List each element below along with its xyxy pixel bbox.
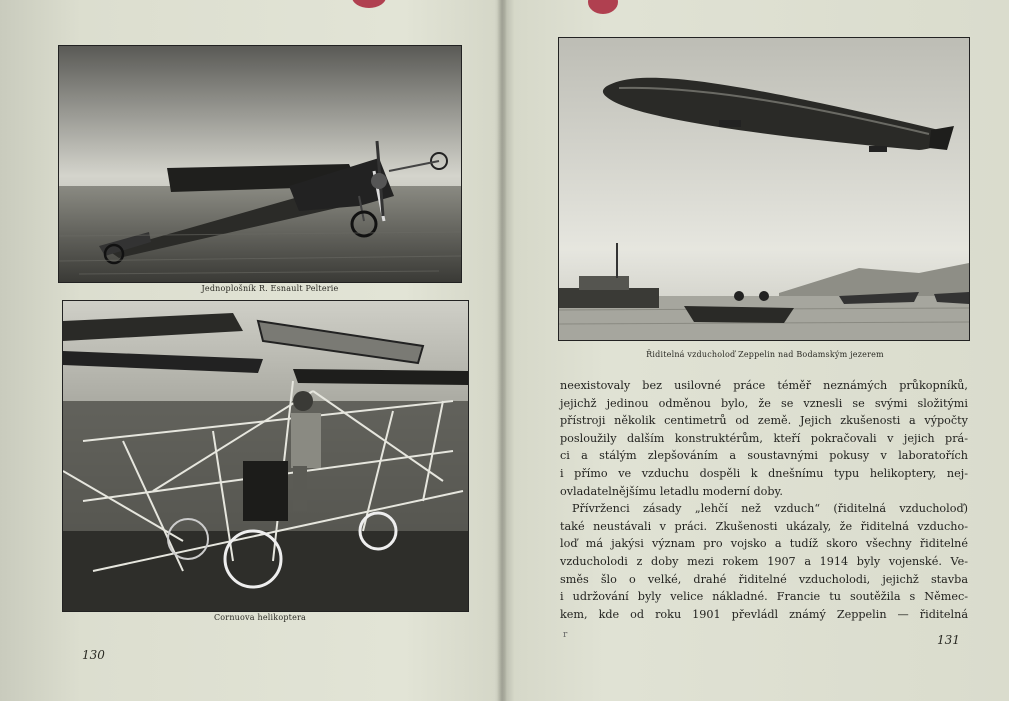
body-text: [560, 377, 968, 623]
text-line: vzducholodi z doby mezi rokem 1907 a 1914 byly vojenské. Ve-: [560, 554, 968, 568]
text-line: posloužily dalším konstruktérům, kteří pokračovali v jejich prá-: [560, 431, 968, 445]
margin-mark: r: [563, 630, 568, 640]
text-line: ci a stálým zlepšováním a soustavnými pokusy v laboratořích: [560, 449, 968, 463]
text-line: jejichž jedinou odměnou bylo, že se vznesli se svými složitými: [560, 396, 968, 410]
text-line: kem, kde od roku 1901 převládl známý Zeppelin — řiditelná: [560, 607, 968, 621]
text-line: i přímo ve vzduchu dospěli k dnešnímu typu helikoptery, nej-: [560, 466, 968, 480]
text-line: přístroji několik centimetrů od země. Jejich zkušenosti a výpočty: [560, 414, 968, 428]
text-line: ovladatelnějšímu letadlu moderní doby.: [560, 484, 783, 498]
text-line: Přívrženci zásady „lehčí než vzduch“ (řiditelná vzducholoď): [572, 502, 968, 516]
left-page: [0, 0, 500, 701]
helicopter-photo: [62, 300, 469, 612]
monoplane-caption: Jednoplošník R. Esnault Pelterie: [201, 284, 339, 293]
page-number-left: 130: [82, 648, 105, 662]
helicopter-caption: Cornuova helikoptera: [213, 613, 307, 622]
text-line: i udržování byly velice nákladné. Francie tu soutěžila s Němec-: [560, 590, 968, 604]
page-number-right: 131: [937, 633, 960, 647]
zeppelin-caption: Řiditelná vzducholoď Zeppelin nad Bodamským jezerem: [646, 350, 884, 359]
text-line: také neustávali v práci. Zkušenosti ukázaly, že řiditelná vzducho-: [560, 519, 968, 533]
zeppelin-photo: [558, 37, 970, 341]
monoplane-photo: [58, 45, 462, 283]
text-line: neexistovaly bez usilovné práce téměř neznámých průkopníků,: [560, 379, 968, 392]
text-line: loď má jakýsi význam pro vojsko a tudíž skoro všechny řiditelné: [560, 537, 968, 551]
text-line: směs šlo o velké, drahé řiditelné vzducholodi, jejichž stavba: [560, 572, 968, 586]
